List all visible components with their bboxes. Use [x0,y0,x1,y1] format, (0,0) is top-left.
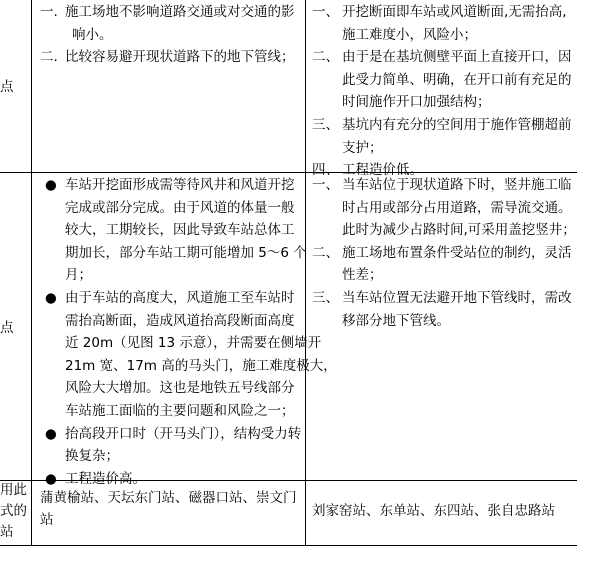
list-item-text: 此受力简单、明确，在开口前有充足的 [342,71,572,88]
list-item-text: 施工场地不影响道路交通或对交通的影 [65,4,295,20]
list-item-text: 响小。 [72,26,113,43]
row-label-stations: 式的 [0,503,27,519]
list-item-text: 由于车站的高度大，风道施工至车站时 [65,289,295,306]
list-item-text: 移部分地下管线。 [342,312,450,329]
list-marker: 二、 [312,49,339,66]
row-label-disadvantages: 点 [0,320,14,336]
list-marker: 三、 [312,289,339,306]
list-marker: 一、 [312,4,339,20]
list-item-text: 期加长，部分车站工期可能增加 5～6 个 [65,244,307,261]
list-item-text: 基坑内有充分的空间用于施作管棚超前 [342,116,572,133]
list-item-text: 施工难度小，风险小； [342,26,477,43]
list-item-text: 工程造价高。 [65,470,146,487]
list-item-text: 近 20m（见图 13 示意），并需要在侧墙开 [65,335,322,352]
list-item-text: 需抬高断面，造成风道抬高段断面高度 [65,312,295,329]
list-item-text: 风险大大增加。这也是地铁五号线部分 [65,380,295,397]
list-marker: 三、 [312,116,339,133]
column-divider [305,0,306,546]
list-marker: 二. [40,49,58,66]
list-item-text: 施工场地布置条件受站位的制约，灵活 [342,244,572,261]
bullet-icon: ● [45,425,57,442]
list-item-text: 当车站位于现状道路下时，竖井施工临 [342,177,572,193]
bullet-icon: ● [45,177,57,193]
list-item-text: 较大，工期较长，因此导致车站总体工 [65,222,295,239]
list-marker: 一、 [312,177,339,193]
list-item-text: 当车站位置无法避开地下管线时，需改 [342,289,572,306]
row-label-stations: 站 [0,524,14,540]
row-divider [0,172,577,173]
list-item-text: 车站开挖面形成需等待风井和风道开挖 [65,177,295,193]
bullet-icon: ● [45,470,57,487]
list-item-text: 性差； [342,267,383,284]
list-item-text: 抬高段开口时（开马头门），结构受力转 [65,425,302,442]
row-divider [0,545,577,546]
stations-method-a: 蒲黄榆站、天坛东门站、磁器口站、崇文门 [40,490,297,506]
bullet-icon: ● [45,289,57,306]
row-label-advantages: 点 [0,79,14,95]
column-divider [31,0,32,546]
list-item-text: 车站施工面临的主要问题和风险之一； [65,402,295,419]
stations-method-a: 站 [40,512,54,528]
list-item-text: 由于是在基坑侧壁平面上直接开口，因 [342,49,572,66]
list-item-text: 此时为减少占路时间,可采用盖挖竖井； [342,222,576,239]
row-label-stations: 用此 [0,482,27,498]
list-item-text: 时占用或部分占用道路，需导流交通。 [342,199,572,216]
list-item-text: 支护； [342,139,383,156]
list-item-text: 工程造价低。 [342,162,423,179]
list-item-text: 21m 宽、17m 高的马头门，施工难度极大， [65,357,337,374]
list-item-text: 完成或部分完成。由于风道的体量一般 [65,199,295,216]
list-item-text: 时间施作开口加强结构； [342,94,491,111]
list-marker: 一. [40,4,58,20]
list-item-text: 月； [65,267,92,284]
list-item-text: 换复杂； [65,448,119,465]
stations-method-b: 刘家窑站、东单站、东四站、张自忠路站 [312,503,555,519]
list-marker: 二、 [312,244,339,261]
list-item-text: 开挖断面即车站或风道断面,无需抬高, [342,4,567,20]
list-item-text: 比较容易避开现状道路下的地下管线； [65,49,295,66]
list-marker: 四、 [312,162,339,179]
